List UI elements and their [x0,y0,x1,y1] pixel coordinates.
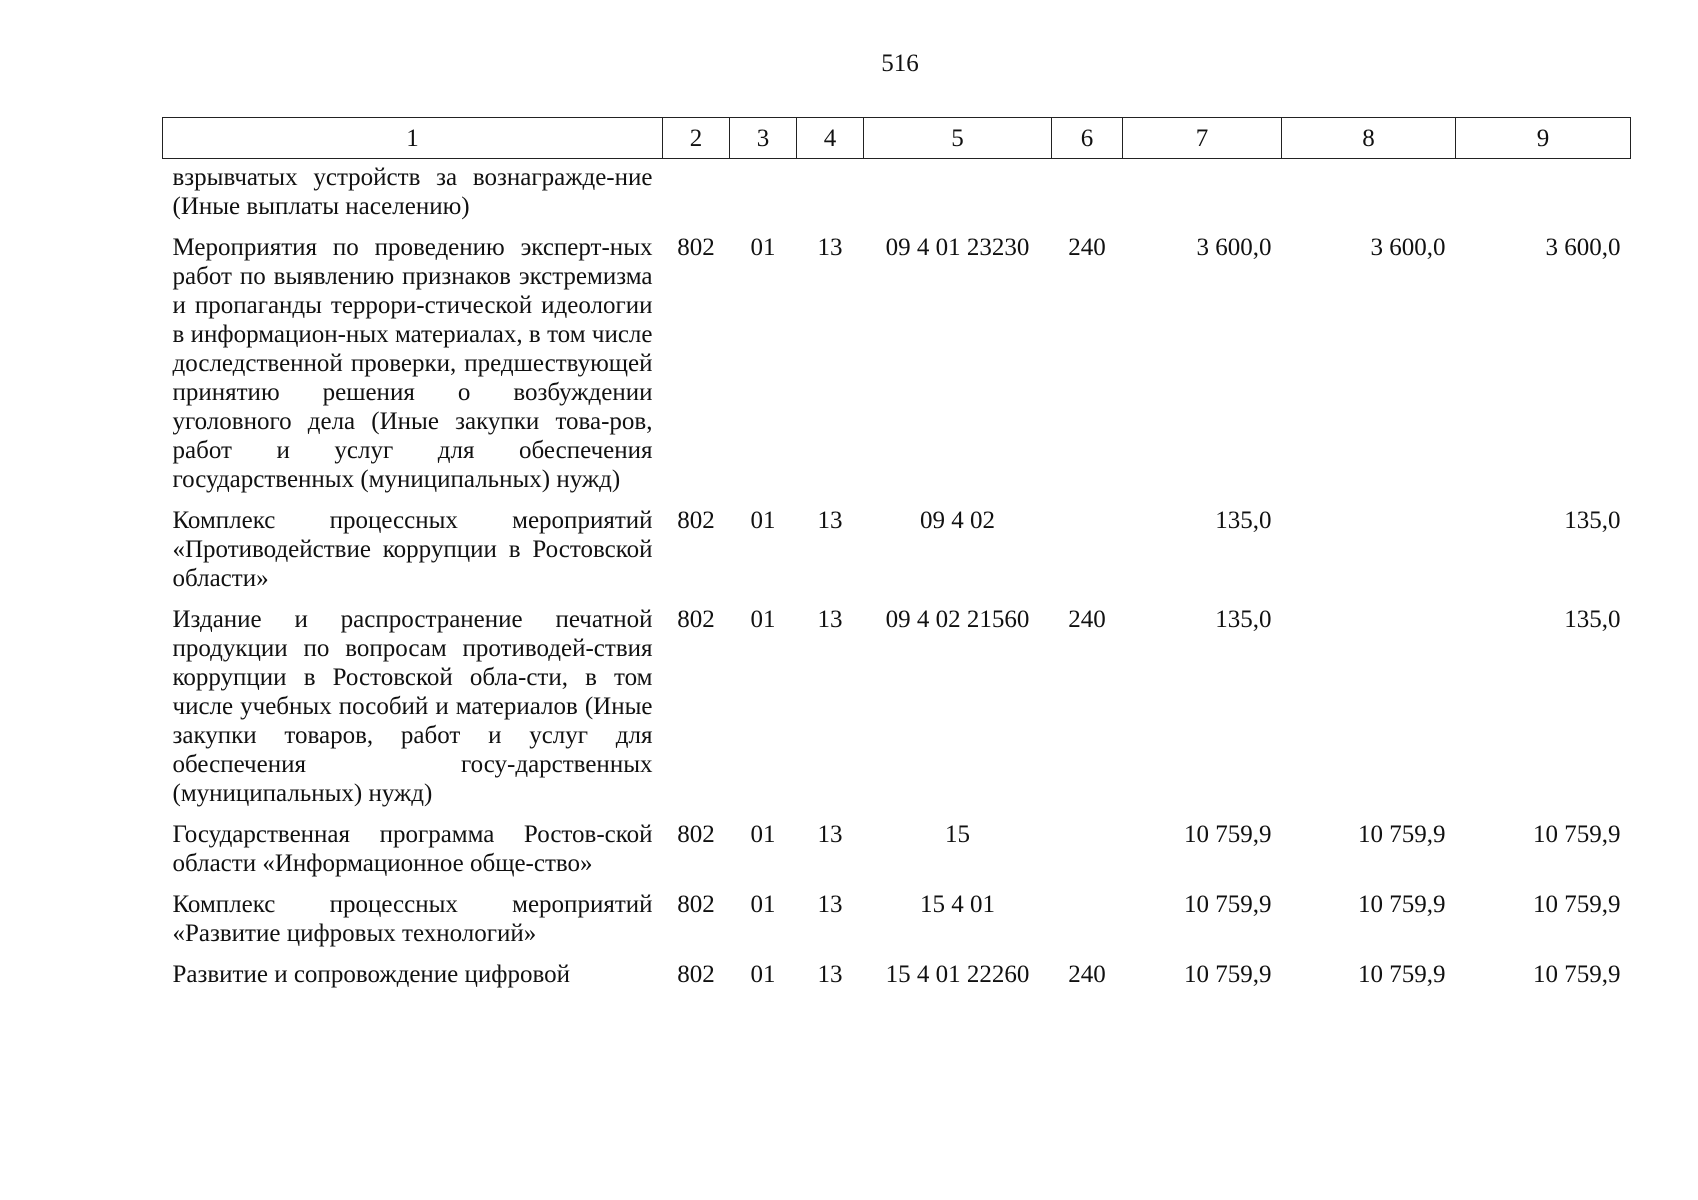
table-header [163,118,1631,159]
row-section-code: 01 [750,891,776,918]
row-description: Комплекс процессных мероприятий «Развитие цифровых технологий» [172,891,653,947]
row-description: Развитие и сопровождение цифровой [172,961,570,988]
row-value-col7 [1123,159,1282,234]
column-header-8: 8 [1282,118,1456,159]
page-number: 516 [881,50,919,77]
row-value-col8 [1282,506,1456,605]
row-subsection-code: 13 [817,606,843,633]
row-subsection-code: 13 [817,961,843,988]
row-value-col9: 10 759,9 [1533,961,1621,988]
column-header-9: 9 [1456,118,1631,159]
row-value-col9 [1456,159,1631,234]
row-target-article: 09 4 02 21560 [885,606,1030,633]
row-expense-type [1052,890,1123,960]
row-value-col9: 10 759,9 [1533,891,1621,918]
row-description: взрывчатых устройств за вознагражде-ние (Иные выплаты населению) [172,164,653,220]
budget-table [162,117,1631,1001]
row-value-col7: 10 759,9 [1184,821,1272,848]
row-value-col9: 10 759,9 [1533,821,1621,848]
row-subsection-code [797,159,864,234]
row-section-code: 01 [750,234,776,261]
column-header-6: 6 [1052,118,1123,159]
row-value-col9: 3 600,0 [1545,234,1621,261]
row-description: Комплекс процессных мероприятий «Противодействие коррупции в Ростовской области» [172,507,653,592]
row-value-col7: 3 600,0 [1196,234,1272,261]
table-row [163,605,1631,820]
row-target-article: 15 4 01 22260 [885,961,1030,988]
row-value-col8 [1282,605,1456,820]
row-value-col7: 10 759,9 [1184,961,1272,988]
table-body [163,159,1631,1002]
column-header-5: 5 [864,118,1052,159]
row-value-col8: 3 600,0 [1370,234,1446,261]
row-target-article: 15 4 01 [920,891,995,918]
column-header-2: 2 [663,118,730,159]
row-description: Мероприятия по проведению эксперт-ных работ по выявлению признаков экстремизма и пропаганды террори-стической идеологии в информацион-ных материалах, в том числе доследственной проверки, предшествующей принятию решения о возбуждении уголовного дела (Иные закупки това-ров, работ и услуг для обеспечения государственных (муниципальных) нужд) [172,234,653,493]
row-value-col8: 10 759,9 [1358,821,1446,848]
row-section-code [730,159,797,234]
row-section-code: 01 [750,961,776,988]
row-expense-type [1052,820,1123,890]
row-ministry-code: 802 [677,507,715,534]
row-subsection-code: 13 [817,507,843,534]
row-expense-type: 240 [1068,234,1106,261]
row-ministry-code: 802 [677,606,715,633]
column-header-7: 7 [1123,118,1282,159]
table-row [163,890,1631,960]
header-row [163,118,1631,159]
table-row [163,506,1631,605]
row-expense-type: 240 [1068,961,1106,988]
row-section-code: 01 [750,507,776,534]
row-ministry-code [663,159,730,234]
row-expense-type [1052,159,1123,234]
row-value-col7: 135,0 [1215,507,1272,534]
row-section-code: 01 [750,821,776,848]
row-value-col9: 135,0 [1564,507,1621,534]
table-row [163,960,1631,1001]
column-header-1: 1 [163,118,663,159]
row-target-article: 15 [945,821,970,848]
column-header-3: 3 [730,118,797,159]
row-subsection-code: 13 [817,821,843,848]
row-value-col8: 10 759,9 [1358,961,1446,988]
row-description: Государственная программа Ростов-ской области «Информационное обще-ство» [172,821,653,877]
row-description: Издание и распространение печатной продукции по вопросам противодей-ствия коррупции в Ростовской обла-сти, в том числе учебных пособий и материалов (Иные закупки товаров, работ и услуг для обеспечения госу-дарственных (муниципальных) нужд) [172,606,653,807]
row-ministry-code: 802 [677,961,715,988]
row-value-col8 [1282,159,1456,234]
column-header-4: 4 [797,118,864,159]
row-value-col7: 135,0 [1215,606,1272,633]
row-ministry-code: 802 [677,821,715,848]
row-expense-type: 240 [1068,606,1106,633]
row-target-article: 09 4 01 23230 [885,234,1030,261]
table-row [163,820,1631,890]
row-target-article: 09 4 02 [920,507,995,534]
row-expense-type [1052,506,1123,605]
row-subsection-code: 13 [817,234,843,261]
row-ministry-code: 802 [677,891,715,918]
row-section-code: 01 [750,606,776,633]
row-subsection-code: 13 [817,891,843,918]
table-row [163,233,1631,506]
row-value-col9: 135,0 [1564,606,1621,633]
row-value-col7: 10 759,9 [1184,891,1272,918]
row-target-article [864,159,1052,234]
table-row [163,159,1631,234]
row-ministry-code: 802 [677,234,715,261]
row-value-col8: 10 759,9 [1358,891,1446,918]
